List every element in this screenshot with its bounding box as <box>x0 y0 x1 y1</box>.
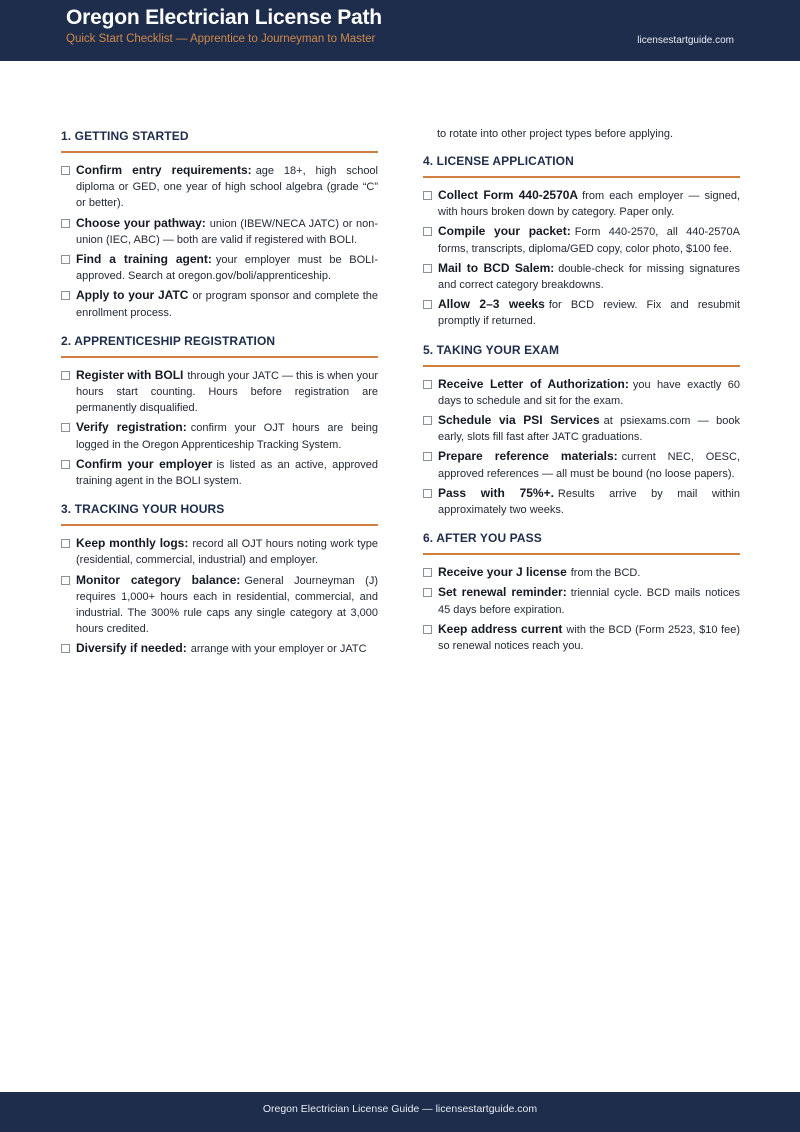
checkbox-icon[interactable] <box>423 588 432 597</box>
item-text: triennial cycle. BCD mails notices 45 days before expiration. <box>438 587 740 616</box>
item-text: union (IBEW/NECA JATC) or non-union (IEC, ABC) — both are valid if registered with BOLI. <box>76 217 378 246</box>
item-text: age 18+, high school diploma or GED, one year of high school algebra (grade “C” or better). <box>76 165 378 210</box>
item-text: Results arrive by mail within approximately two weeks. <box>438 487 740 517</box>
item-lead: Find a training agent: <box>76 252 212 267</box>
item-text: arrange with your employer or JATC <box>190 643 367 656</box>
item-text: from each employer — signed, with hours broken down by category. Paper only. <box>438 190 740 219</box>
item-lead: Receive Letter of Authorization: <box>438 376 629 391</box>
section-title: 2. APPRENTICESHIP REGISTRATION <box>61 331 378 358</box>
item-lead: Set renewal reminder: <box>438 585 567 600</box>
checkbox-icon[interactable] <box>61 576 70 585</box>
checkbox-icon[interactable] <box>61 166 70 175</box>
checklist-item[interactable] <box>423 621 740 654</box>
section-title: 6. AFTER YOU PASS <box>423 528 740 555</box>
checkbox-icon[interactable] <box>61 291 70 300</box>
page-header <box>0 0 800 61</box>
item-lead: Collect Form 440-2570A <box>438 188 579 202</box>
checklist-item[interactable] <box>423 584 740 617</box>
item-lead: Choose your pathway: <box>76 215 206 230</box>
checklist-item[interactable] <box>423 564 740 581</box>
checklist-item[interactable] <box>61 419 378 452</box>
item-text: your employer must be BOLI-approved. Search at oregon.gov/boli/apprenticeship. <box>76 254 378 283</box>
item-lead: Confirm your employer <box>76 456 213 471</box>
checklist-item[interactable] <box>61 640 378 657</box>
item-lead: Allow 2–3 weeks <box>438 297 545 312</box>
page-subtitle: Quick Start Checklist — Apprentice to Journeyman to Master <box>66 33 376 45</box>
item-lead: Schedule via PSI Services <box>438 413 600 428</box>
item-text: record all OJT hours noting work type (residential, commercial, industrial) and employer. <box>76 538 378 567</box>
section-tracking-hours <box>61 499 378 657</box>
checkbox-icon[interactable] <box>61 255 70 264</box>
checklist-item[interactable] <box>61 572 378 638</box>
checkbox-icon[interactable] <box>423 380 432 389</box>
item-lead: Mail to BCD Salem: <box>438 260 555 275</box>
checklist-item[interactable] <box>423 412 740 445</box>
checklist-item[interactable] <box>423 187 740 220</box>
item-text: for BCD review. Fix and resubmit promptly if returned. <box>438 299 741 328</box>
footer-text: Oregon Electrician License Guide — licensestartguide.com <box>262 1103 538 1115</box>
checkbox-icon[interactable] <box>61 460 70 469</box>
checklist-item[interactable] <box>423 296 740 329</box>
item-lead: Register with BOLI <box>76 367 184 382</box>
checkbox-icon[interactable] <box>423 264 432 273</box>
item-text: General Journeyman (J) requires 1,000+ hours each in residential, commercial, and industrial. The 300% rule caps any single category at 3,000 hours credited. <box>76 574 378 636</box>
checkbox-icon[interactable] <box>423 227 432 236</box>
item-text: is listed as an active, approved training agent in the BOLI system. <box>76 458 378 488</box>
item-text: from the BCD. <box>570 567 641 580</box>
checkbox-icon[interactable] <box>61 644 70 653</box>
item-lead: Apply to your JATC <box>76 288 189 303</box>
item-lead: Keep address current <box>438 621 563 636</box>
page-title: Oregon Electrician License Path <box>66 6 382 29</box>
item-lead: Pass with 75%+. <box>438 485 554 500</box>
checklist-item[interactable] <box>423 376 740 409</box>
section-apprenticeship-registration <box>61 331 378 489</box>
item-text: at psiexams.com — book early, slots fill fast after JATC graduations. <box>438 415 740 444</box>
checklist-item[interactable] <box>61 251 378 284</box>
item-text: double-check for missing signatures and correct category breakdowns. <box>438 262 740 292</box>
item-text: through your JATC — this is when your hours start counting. Hours before registration are permanently disqualified. <box>76 369 378 415</box>
header-site-url[interactable]: licensestartguide.com <box>637 35 734 46</box>
checkbox-icon[interactable] <box>423 625 432 634</box>
item-lead: Compile your packet: <box>438 224 571 239</box>
checklist-item[interactable] <box>61 287 378 320</box>
item-text: or program sponsor and complete the enrollment process. <box>76 290 378 319</box>
item-lead: Confirm entry requirements: <box>76 163 252 177</box>
checklist-item[interactable] <box>61 215 378 248</box>
checklist-item[interactable] <box>423 223 740 256</box>
checkbox-icon[interactable] <box>61 371 70 380</box>
item-lead: Monitor category balance: <box>76 572 241 587</box>
item-lead: Prepare reference materials: <box>438 449 618 464</box>
checkbox-icon[interactable] <box>61 423 70 432</box>
page-footer <box>0 1092 800 1132</box>
section-title: 1. GETTING STARTED <box>61 126 378 153</box>
checkbox-icon[interactable] <box>61 219 70 228</box>
checklist-item[interactable] <box>61 162 378 212</box>
checklist-item[interactable] <box>61 456 378 489</box>
checkbox-icon[interactable] <box>61 539 70 548</box>
item-text: with the BCD (Form 2523, $10 fee) so renewal notices reach you. <box>438 623 740 653</box>
checkbox-icon[interactable] <box>423 568 432 577</box>
item-text: Form 440-2570, all 440-2570A forms, transcripts, diploma/GED copy, color photo, $100 fee. <box>438 226 740 255</box>
item-text: current NEC, OESC, approved references — all must be bound (no loose papers). <box>438 451 741 480</box>
checklist-item[interactable] <box>61 535 378 568</box>
checkbox-icon[interactable] <box>423 452 432 461</box>
section-title: 4. LICENSE APPLICATION <box>423 151 740 178</box>
item-text: you have exactly 60 days to schedule and sit for the exam. <box>438 378 740 407</box>
item-lead: Keep monthly logs: <box>76 536 189 551</box>
checklist-item[interactable] <box>61 367 378 417</box>
section-getting-started <box>61 126 378 321</box>
checkbox-icon[interactable] <box>423 191 432 200</box>
item-lead: Verify registration: <box>76 420 187 435</box>
item-text: confirm your OJT hours are being logged in the Oregon Apprenticeship Tracking System. <box>76 422 378 451</box>
section-taking-exam <box>423 340 740 519</box>
checklist-item[interactable] <box>423 260 740 293</box>
section-after-you-pass <box>423 528 740 654</box>
item-lead: Receive your J license <box>438 565 567 580</box>
left-column <box>61 126 378 661</box>
checkbox-icon[interactable] <box>423 489 432 498</box>
section-license-application <box>423 151 740 330</box>
checkbox-icon[interactable] <box>423 416 432 425</box>
checklist-item[interactable] <box>423 448 740 481</box>
right-column <box>423 126 740 657</box>
item-continuation: to rotate into other project types before applying. <box>437 128 674 140</box>
checkbox-icon[interactable] <box>423 300 432 309</box>
section-title: 3. TRACKING YOUR HOURS <box>61 499 378 526</box>
section-title: 5. TAKING YOUR EXAM <box>423 340 740 367</box>
checklist-item[interactable] <box>423 485 740 518</box>
item-lead: Diversify if needed: <box>76 641 187 656</box>
